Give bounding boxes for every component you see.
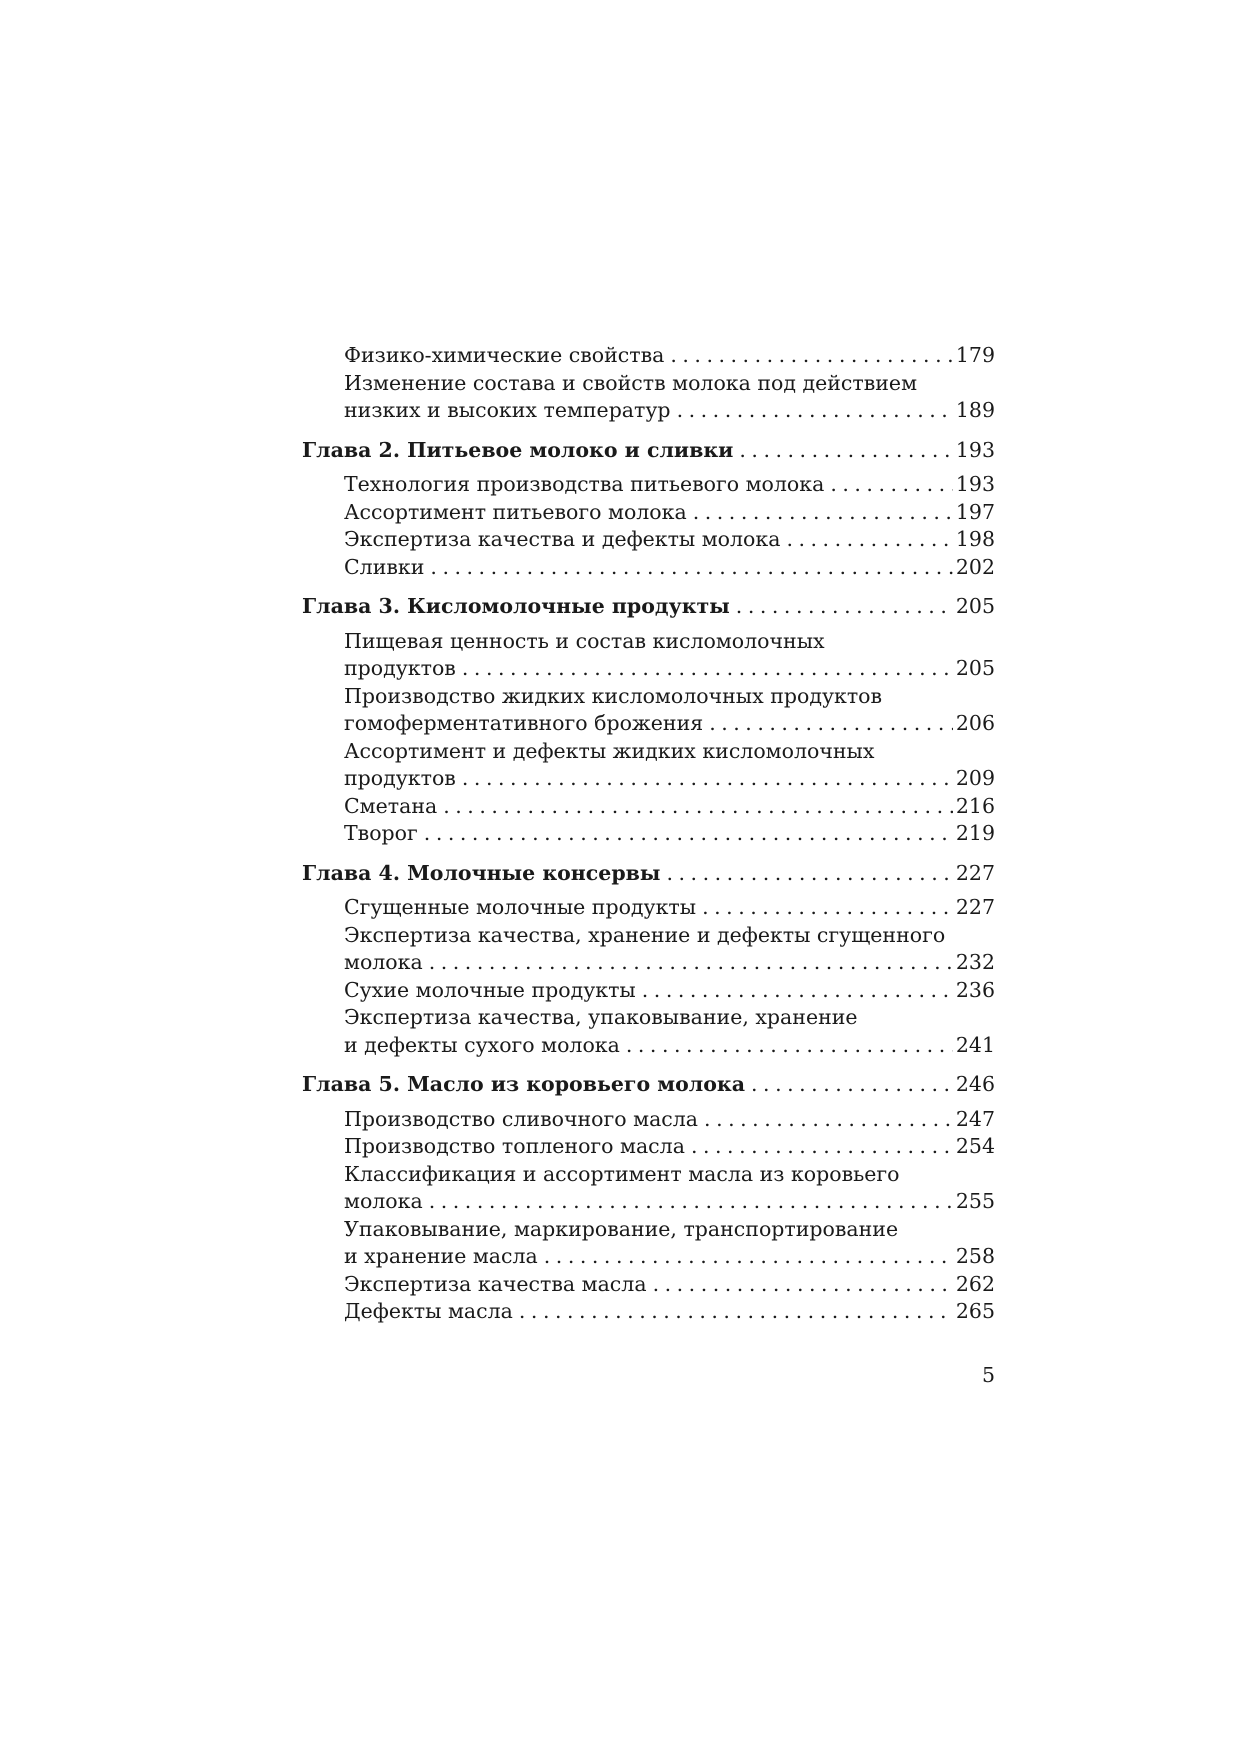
toc-entry-title: Глава 4. Молочные консервы . . . xyxy=(302,861,995,885)
toc-page-number: 258 xyxy=(953,1243,995,1271)
toc-entry-title: Глава 2. Питьевое молоко и сливки . . . xyxy=(302,438,995,462)
toc-entry-title: Ассортимент питьевого молока . . . xyxy=(344,500,995,524)
toc-entry-title: Сухие молочные продукты . . . xyxy=(344,978,995,1002)
toc-entry-title: Производство топленого масла . . . xyxy=(344,1134,995,1158)
toc-section-entry xyxy=(302,683,995,738)
toc-entry-title: Экспертиза качества и дефекты молока . . . xyxy=(344,527,995,551)
toc-section-entry xyxy=(302,1298,995,1326)
toc-entry-title: гомоферментативного брожения . . . xyxy=(344,711,995,735)
toc-entry-title: и хранение масла . . . xyxy=(344,1244,995,1268)
toc-chapter-entry xyxy=(302,1071,995,1099)
toc-section-entry xyxy=(302,793,995,821)
toc-entry-title: Дефекты масла . . . xyxy=(344,1299,995,1323)
toc-entry-title: Изменение состава и свойств молока под действием xyxy=(344,370,918,395)
toc-section-entry xyxy=(302,820,995,848)
toc-chapter-entry xyxy=(302,860,995,888)
toc-entry-title: Сгущенные молочные продукты . . . xyxy=(344,895,995,919)
toc-entry-title: низких и высоких температур . . . xyxy=(344,398,995,422)
toc-page-number: 254 xyxy=(953,1133,995,1161)
toc-page-number: 246 xyxy=(953,1071,995,1099)
toc-page-number: 179 xyxy=(953,342,995,370)
toc-entry-title: Технология производства питьевого молока . . . xyxy=(344,472,995,496)
table-of-contents xyxy=(302,342,995,1326)
toc-page-number: 202 xyxy=(953,554,995,582)
toc-entry-title: Пищевая ценность и состав кисломолочных xyxy=(344,628,825,653)
toc-section-entry xyxy=(302,1004,995,1059)
toc-chapter-entry xyxy=(302,593,995,621)
toc-page-number: 216 xyxy=(953,793,995,821)
toc-chapter-entry xyxy=(302,437,995,465)
toc-entry-title: молока . . . xyxy=(344,1189,995,1213)
toc-section-entry xyxy=(302,1133,995,1161)
toc-entry-title: и дефекты сухого молока . . . xyxy=(344,1033,995,1057)
toc-entry-title: Глава 5. Масло из коровьего молока . . . xyxy=(302,1072,995,1096)
toc-section-entry xyxy=(302,554,995,582)
toc-page-number: 262 xyxy=(953,1271,995,1299)
toc-page-number: 198 xyxy=(953,526,995,554)
toc-page-number: 227 xyxy=(953,860,995,888)
toc-entry-title: Сметана . . . xyxy=(344,794,995,818)
toc-entry-title: Экспертиза качества, хранение и дефекты сгущенного xyxy=(344,922,946,947)
toc-page-number: 205 xyxy=(953,655,995,683)
toc-page-number: 255 xyxy=(953,1188,995,1216)
toc-section-entry xyxy=(302,342,995,370)
toc-page-number: 236 xyxy=(953,977,995,1005)
toc-page-number: 265 xyxy=(953,1298,995,1326)
toc-section-entry xyxy=(302,1161,995,1216)
toc-entry-title: Физико-химические свойства . . . xyxy=(344,343,995,367)
toc-section-entry xyxy=(302,977,995,1005)
page-number: 5 xyxy=(981,1363,995,1387)
toc-entry-title: молока . . . xyxy=(344,950,995,974)
toc-page-number: 205 xyxy=(953,593,995,621)
toc-entry-title: Производство жидких кисломолочных продуктов xyxy=(344,683,883,708)
toc-entry-title: Творог . . . xyxy=(344,821,995,845)
toc-entry-title: продуктов . . . xyxy=(344,766,995,790)
toc-page-number: 219 xyxy=(953,820,995,848)
toc-entry-title: продуктов . . . xyxy=(344,656,995,680)
toc-entry-title: Экспертиза качества масла . . . xyxy=(344,1272,995,1296)
toc-section-entry xyxy=(302,1216,995,1271)
toc-page-number: 247 xyxy=(953,1106,995,1134)
toc-section-entry xyxy=(302,526,995,554)
toc-section-entry xyxy=(302,628,995,683)
toc-page-number: 209 xyxy=(953,765,995,793)
toc-section-entry xyxy=(302,894,995,922)
toc-entry-title: Классификация и ассортимент масла из коровьего xyxy=(344,1161,900,1186)
toc-page-number: 193 xyxy=(953,437,995,465)
toc-page-number: 241 xyxy=(953,1032,995,1060)
toc-entry-title: Сливки . . . xyxy=(344,555,995,579)
toc-page-number: 197 xyxy=(953,499,995,527)
toc-entry-title: Упаковывание, маркирование, транспортирование xyxy=(344,1216,899,1241)
toc-section-entry xyxy=(302,1106,995,1134)
toc-page-number: 227 xyxy=(953,894,995,922)
toc-entry-title: Экспертиза качества, упаковывание, хранение xyxy=(344,1005,858,1029)
toc-section-entry xyxy=(302,922,995,977)
toc-section-entry xyxy=(302,1271,995,1299)
toc-section-entry xyxy=(302,738,995,793)
toc-page-number: 206 xyxy=(953,710,995,738)
toc-entry-title: Производство сливочного масла . . . xyxy=(344,1107,995,1131)
toc-entry-title: Ассортимент и дефекты жидких кисломолочных xyxy=(344,738,875,763)
toc-section-entry xyxy=(302,471,995,499)
toc-section-entry xyxy=(302,370,995,425)
toc-page-number: 193 xyxy=(953,471,995,499)
toc-entry-title: Глава 3. Кисломолочные продукты . . . xyxy=(302,594,995,618)
toc-section-entry xyxy=(302,499,995,527)
toc-page-number: 232 xyxy=(953,949,995,977)
toc-page-number: 189 xyxy=(953,397,995,425)
